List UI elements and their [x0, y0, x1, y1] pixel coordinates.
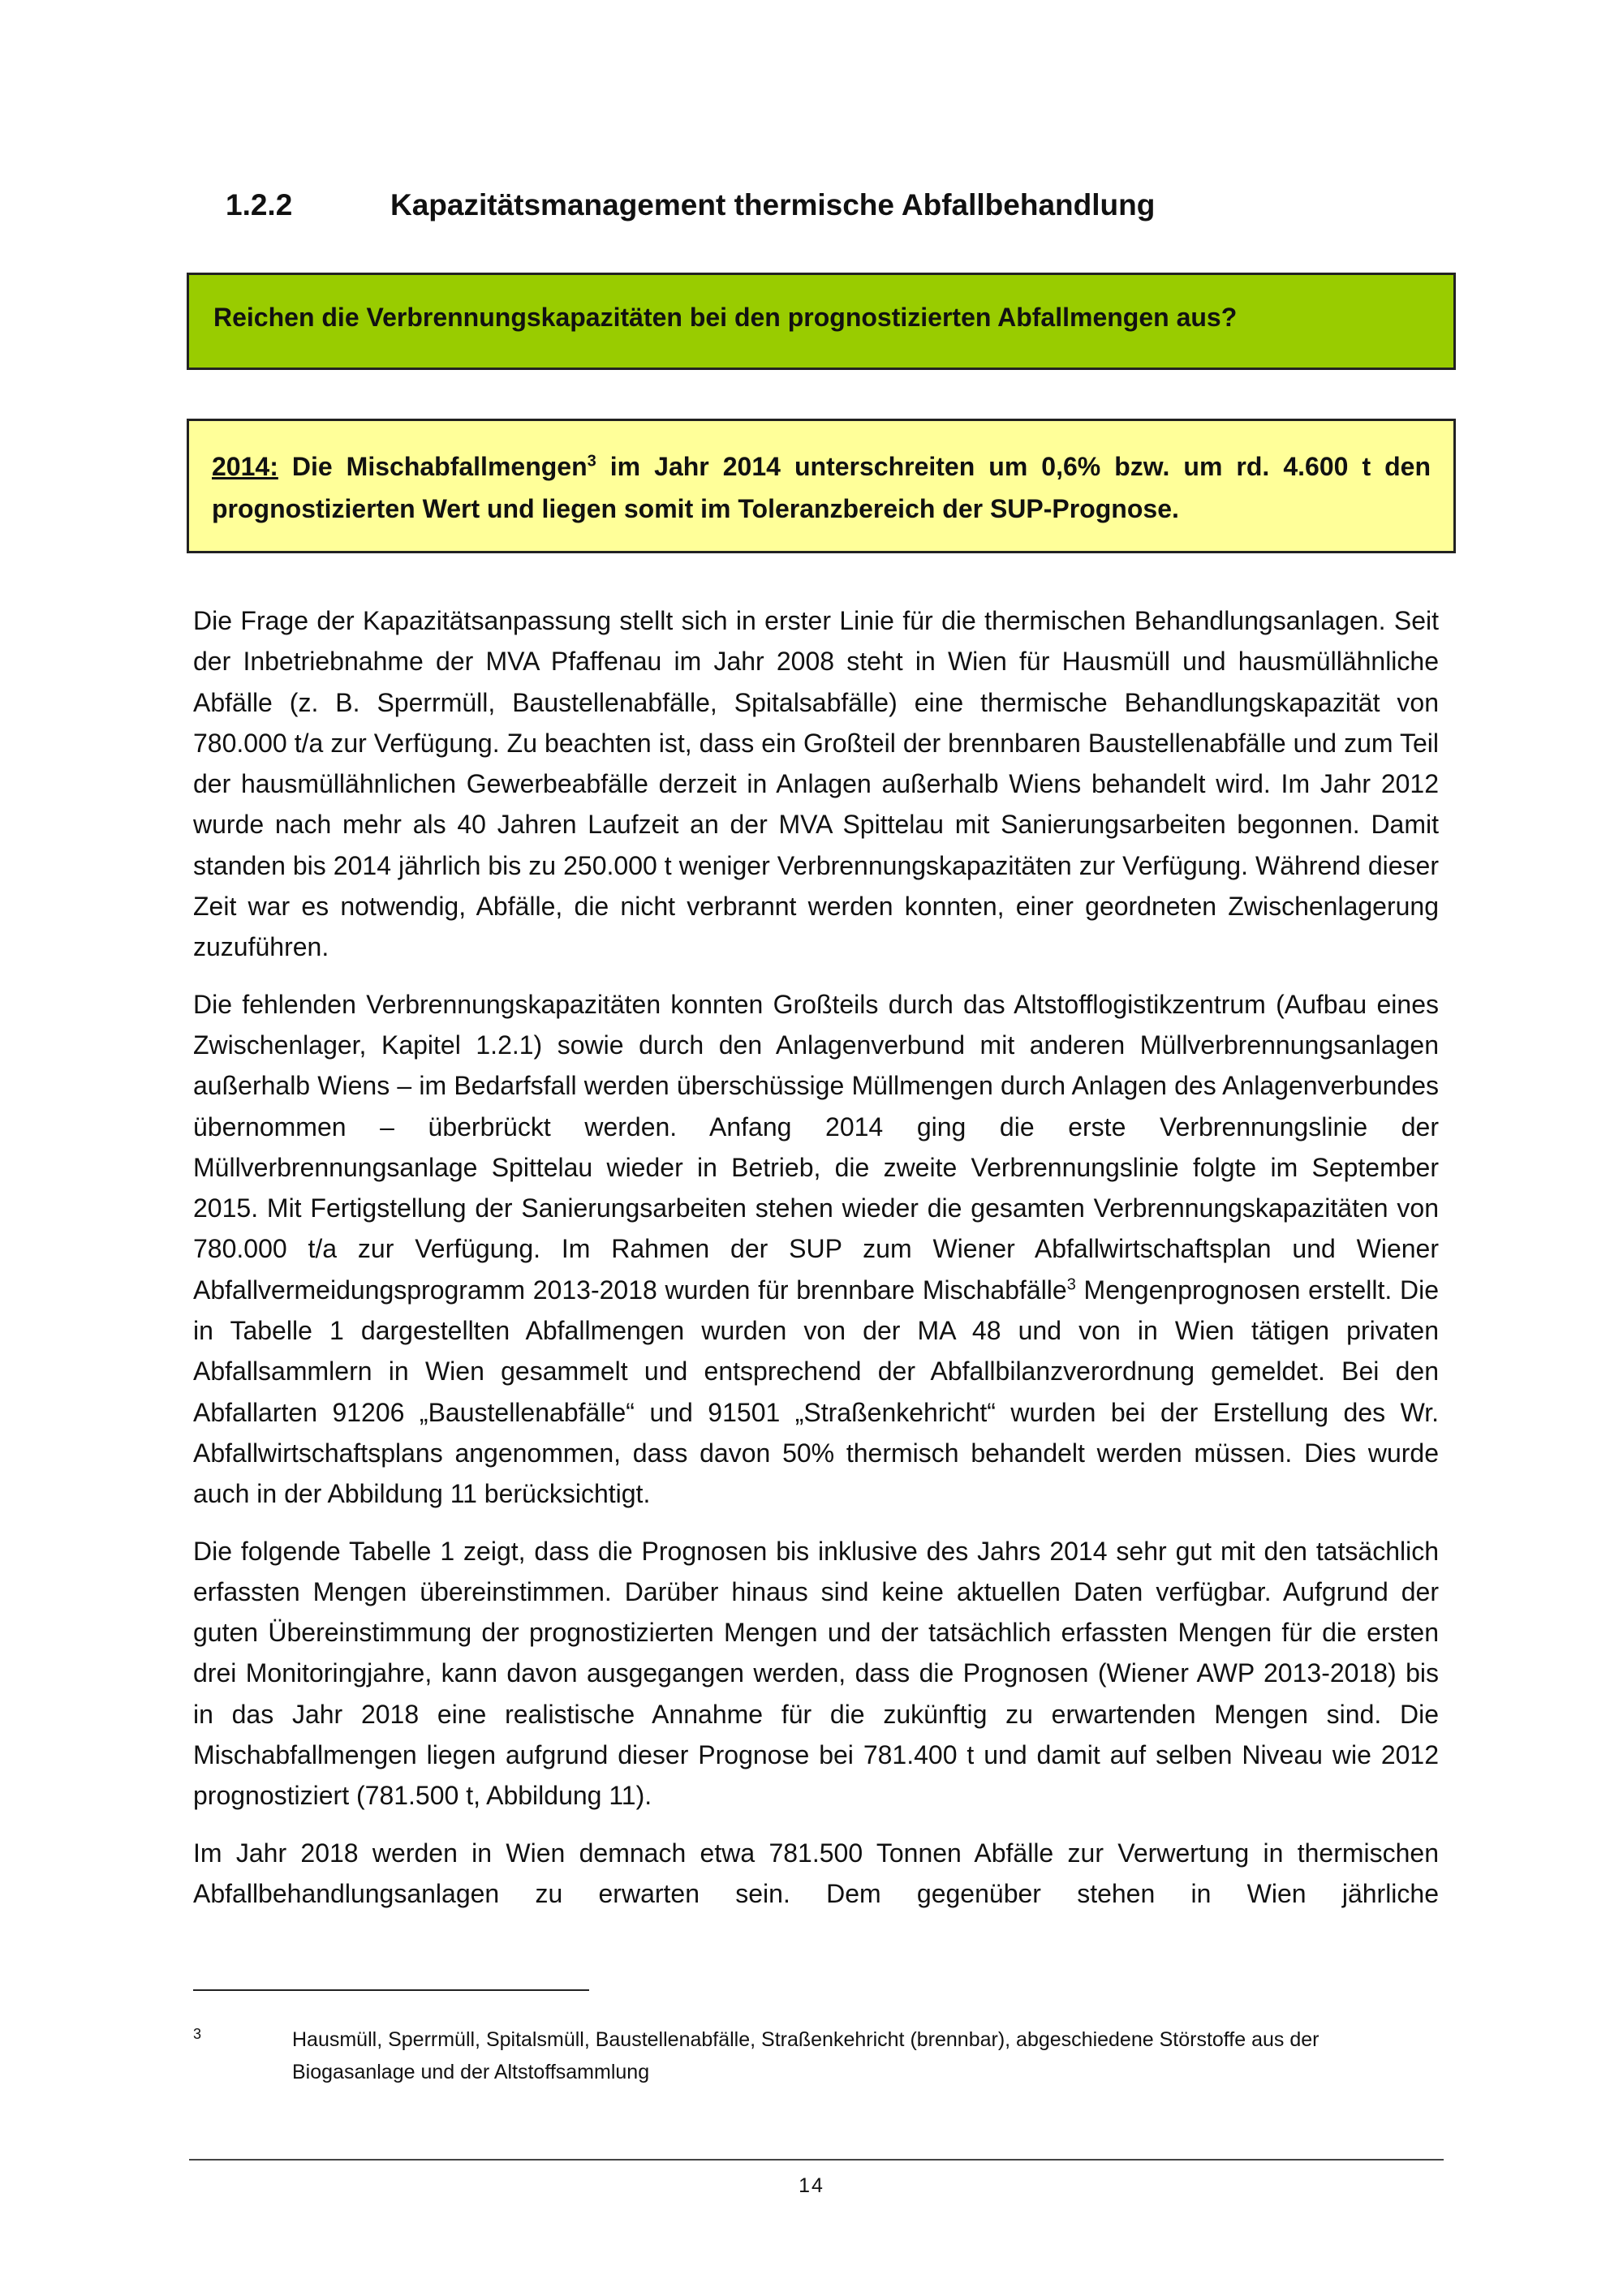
- body-text: [193, 600, 1439, 1930]
- question-text: Reichen die Verbrennungskapazitäten bei den prognostizierten Abfallmengen aus?: [213, 303, 1238, 332]
- page-number: 14: [799, 2174, 824, 2197]
- footnote: [193, 2023, 1443, 2088]
- paragraph-2: [193, 984, 1439, 1515]
- question-box: [187, 273, 1456, 370]
- footnote-text: Hausmüll, Sperrmüll, Spitalsmüll, Baustellenabfälle, Straßenkehricht (brennbar), abgeschiedene Störstoffe aus der Biogasanlage und der Altstoffsammlung: [292, 2028, 1319, 2083]
- highlight-year-label: 2014:: [212, 452, 278, 481]
- footnote-mark: 3: [193, 2026, 202, 2042]
- footnote-divider: [193, 1989, 589, 1991]
- section-number: 1.2.2: [226, 188, 293, 221]
- footnote-reference: 3: [587, 452, 596, 471]
- highlight-box: [187, 419, 1456, 553]
- highlight-text-part-1: Die Mischabfallmengen: [278, 452, 588, 481]
- section-title: Kapazitätsmanagement thermische Abfallbehandlung: [390, 188, 1156, 221]
- paragraph-1: Die Frage der Kapazitätsanpassung stellt sich in erster Linie für die thermischen Behandlungsanlagen. Seit der Inbetriebnahme der MVA Pfaffenau im Jahr 2008 steht in Wien für Hausmüll und hausmüllähnliche Abfälle (z. B. Sperrmüll, Baustellenabfälle, Spitalsabfälle) eine thermische Behandlungskapazität von 780.000 t/a zur Verfügung. Zu beachten ist, dass ein Großteil der brennbaren Baustellenabfälle und zum Teil der hausmüllähnlichen Gewerbeabfälle derzeit in Anlagen außerhalb Wiens behandelt wird. Im Jahr 2012 wurde nach mehr als 40 Jahren Laufzeit an der MVA Spittelau mit Sanierungsarbeiten begonnen. Damit standen bis 2014 jährlich bis zu 250.000 t weniger Verbrennungskapazitäten zur Verfügung. Während dieser Zeit war es notwendig, Abfälle, die nicht verbrannt werden konnten, einer geordneten Zwischenlagerung zuzuführen.: [193, 606, 1439, 962]
- paragraph-4: Im Jahr 2018 werden in Wien demnach etwa 781.500 Tonnen Abfälle zur Verwertung in thermischen Abfallbehandlungsanlagen zu erwarten sein. Dem gegenüber stehen in Wien jährliche: [193, 1838, 1439, 1908]
- paragraph-2-part-1: Die fehlenden Verbrennungskapazitäten konnten Großteils durch das Altstofflogistikzentrum (Aufbau eines Zwischenlager, Kapitel 1.2.1) sowie durch den Anlagenverbund mit anderen Müllverbrennungsanlagen außerhalb Wiens – im Bedarfsfall werden überschüssige Müllmengen durch Anlagen des Anlagenverbundes übernommen – überbrückt werden. Anfang 2014 ging die erste Verbrennungslinie der Müllverbrennungsanlage Spittelau wieder in Betrieb, die zweite Verbrennungslinie folgte im September 2015. Mit Fertigstellung der Sanierungsarbeiten stehen wieder die gesamten Verbrennungskapazitäten von 780.000 t/a zur Verfügung. Im Rahmen der SUP zum Wiener Abfallwirtschaftsplan und Wiener Abfallvermeidungsprogramm 2013-2018 wurden für brennbare Mischabfälle: [193, 989, 1439, 1305]
- page-footer-divider: [189, 2159, 1444, 2161]
- paragraph-3: Die folgende Tabelle 1 zeigt, dass die Prognosen bis inklusive des Jahrs 2014 sehr gut mit den tatsächlich erfassten Mengen übereinstimmen. Darüber hinaus sind keine aktuellen Daten verfügbar. Aufgrund der guten Übereinstimmung der prognostizierten Mengen und der tatsächlich erfassten Mengen für die ersten drei Monitoringjahre, kann davon ausgegangen werden, dass die Prognosen (Wiener AWP 2013-2018) bis in das Jahr 2018 eine realistische Annahme für die zukünftig zu erwartenden Mengen sind. Die Mischabfallmengen liegen aufgrund dieser Prognose bei 781.400 t und damit auf selben Niveau wie 2012 prognostiziert (781.500 t, Abbildung 11).: [193, 1536, 1439, 1811]
- section-heading: [226, 188, 1155, 222]
- paragraph-2-part-2: Mengenprognosen erstellt. Die in Tabelle 1 dargestellten Abfallmengen wurden von der MA 48 und von in Wien tätigen privaten Abfallsammlern in Wien gesammelt und entsprechend der Abfallbilanzverordnung gemeldet. Bei den Abfallarten 91206 „Baustellenabfälle“ und 91501 „Straßenkehricht“ wurden bei der Erstellung des Wr. Abfallwirtschaftsplans angenommen, dass davon 50% thermisch behandelt werden müssen. Dies wurde auch in der Abbildung 11 berücksichtigt.: [193, 1275, 1440, 1509]
- highlight-text-part-2: im Jahr 2014 unterschreiten um 0,6% bzw. um rd. 4.600 t den prognostizierten Wert und liegen somit im Toleranzbereich der SUP-Prognose.: [212, 452, 1431, 523]
- footnote-reference: 3: [1066, 1275, 1076, 1294]
